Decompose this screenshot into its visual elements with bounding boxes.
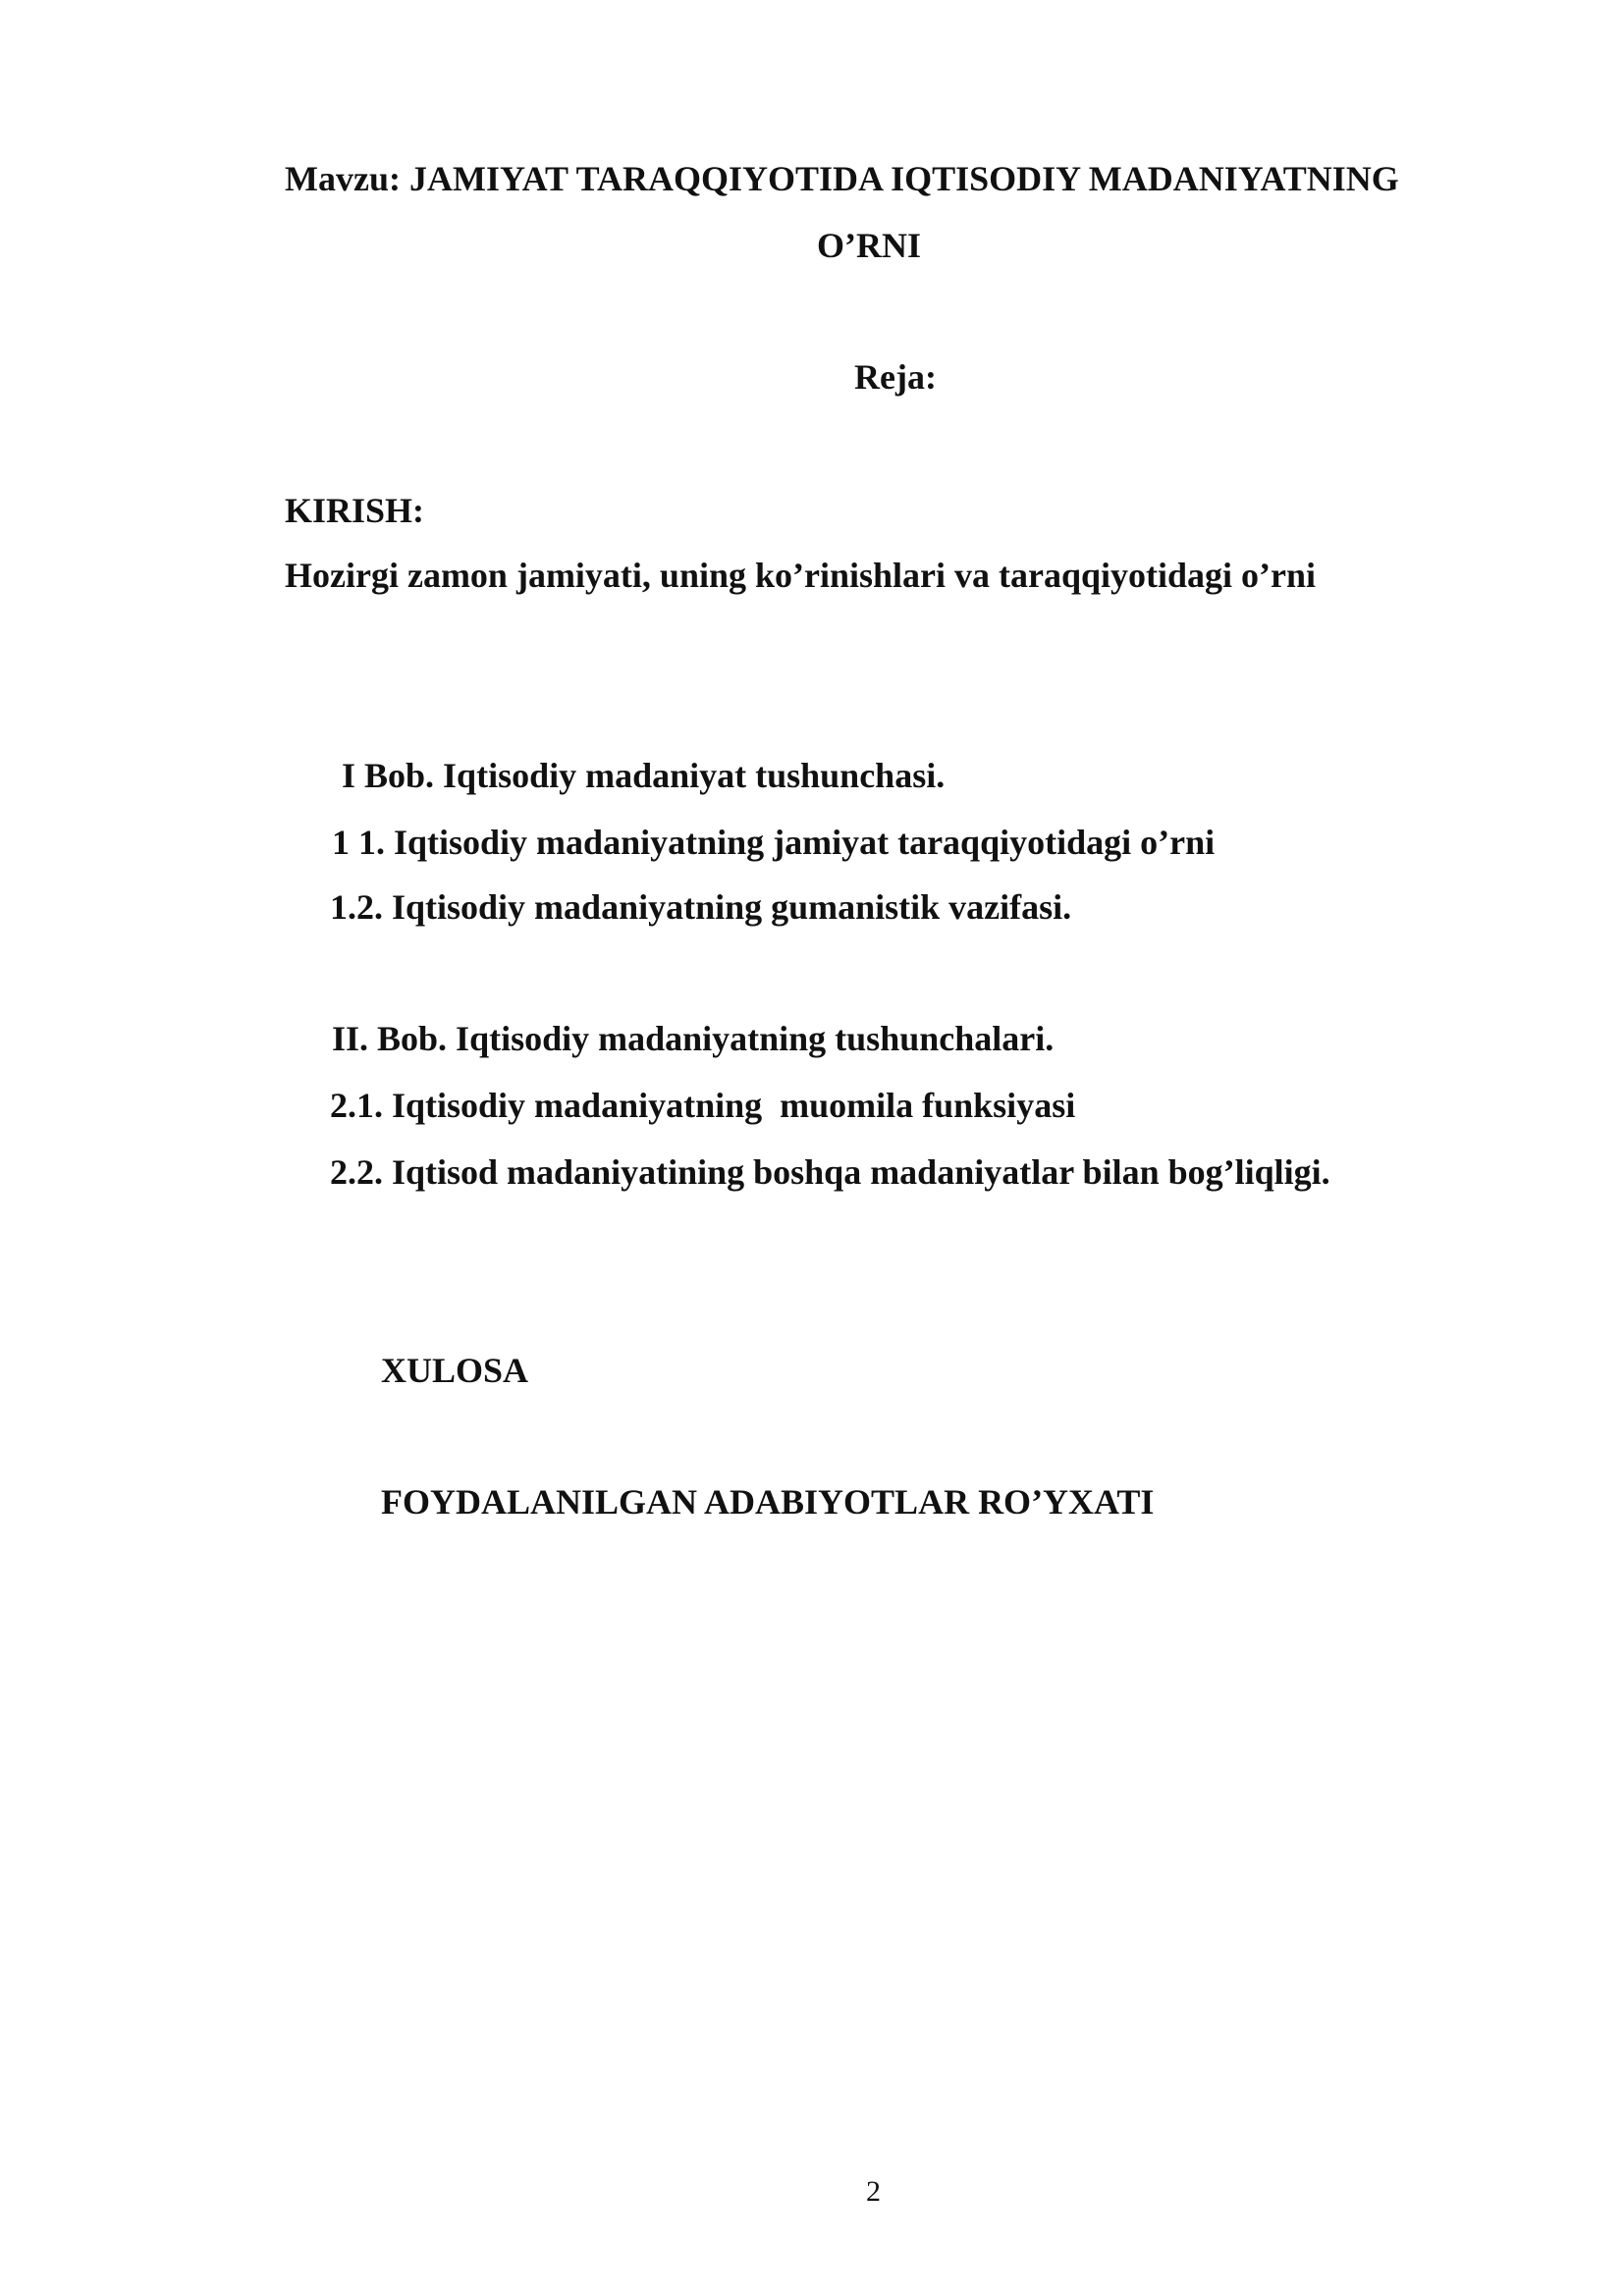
document-title-line-1: Mavzu: JAMIYAT TARAQQIYOTIDA IQTISODIY MADANIYATNING [285,159,1399,198]
plan-heading: Reja: [854,357,937,397]
intro-heading: KIRISH: [285,491,425,530]
chapter-1-item: 1.2. Iqtisodiy madaniyatning gumanistik vazifasi. [330,887,1072,927]
chapter-1-title: I Bob. Iqtisodiy madaniyat tushunchasi. [342,756,946,795]
references-heading: FOYDALANILGAN ADABIYOTLAR RO’YXATI [381,1482,1155,1522]
chapter-1-item: 1 1. Iqtisodiy madaniyatning jamiyat taraqqiyotidagi o’rni [332,823,1216,862]
intro-text: Hozirgi zamon jamiyati, uning ko’rinishlari va taraqqiyotidagi o’rni [285,556,1317,595]
chapter-2-title: II. Bob. Iqtisodiy madaniyatning tushunchalari. [332,1019,1055,1058]
chapter-2-item: 2.2. Iqtisod madaniyatining boshqa madaniyatlar bilan bog’liqligi. [330,1152,1330,1192]
conclusion-heading: XULOSA [381,1351,529,1390]
page-number: 2 [866,2175,881,2208]
document-title-line-2: O’RNI [817,226,921,265]
chapter-2-item: 2.1. Iqtisodiy madaniyatning muomila funksiyasi [330,1086,1076,1125]
